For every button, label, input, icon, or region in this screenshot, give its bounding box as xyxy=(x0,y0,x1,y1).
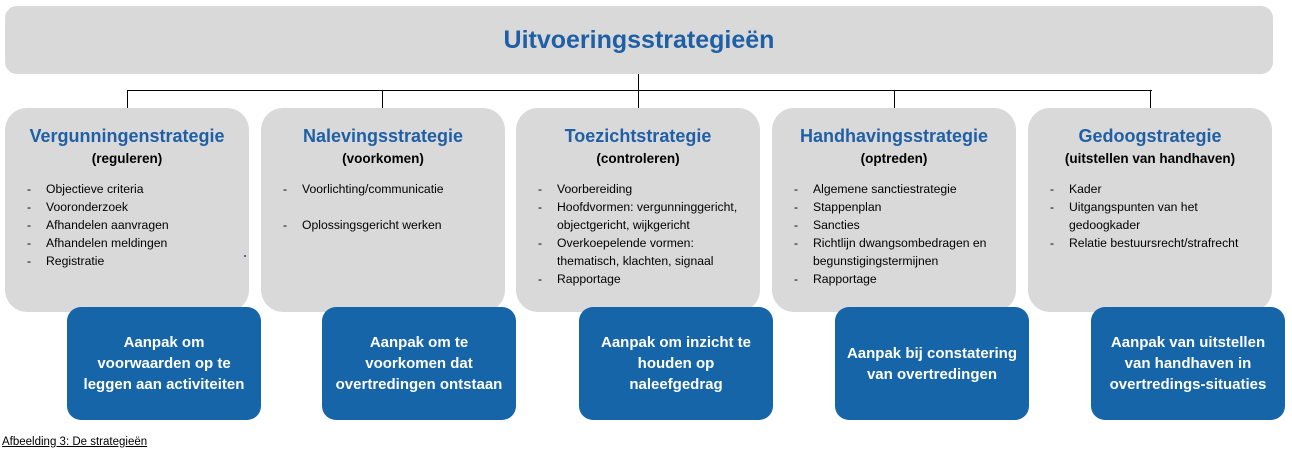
figure-caption: Afbeelding 3: De strategieën xyxy=(2,436,148,448)
list-item: - Voorbereiding xyxy=(538,180,752,198)
list-item: - Relatie bestuursrecht/strafrecht xyxy=(1050,234,1264,252)
main-title-box xyxy=(5,6,1273,74)
approach-box-handhaving: Aanpak bij constatering van overtredingen xyxy=(835,307,1029,420)
list-item: - Rapportage xyxy=(538,270,752,288)
list-item: - Richtlijn dwangsombedragen en begunstigingstermijnen xyxy=(794,234,1008,270)
list-item: - Afhandelen meldingen xyxy=(27,234,241,252)
list-item: - Uitgangspunten van het gedoogkader xyxy=(1050,198,1264,234)
strategy-card-gedoog xyxy=(1028,108,1272,312)
strategy-items xyxy=(27,180,241,270)
strategy-card-handhaving xyxy=(772,108,1016,312)
list-item: - Registratie xyxy=(27,252,241,270)
connector-horizontal xyxy=(127,90,1152,91)
strategy-title: Handhavingsstrategie xyxy=(799,126,989,146)
list-item: - Vooronderzoek xyxy=(27,198,241,216)
connector-4 xyxy=(894,90,895,108)
strategy-items xyxy=(538,180,752,288)
list-item: - Rapportage xyxy=(794,270,1008,288)
list-item: - Afhandelen aanvragen xyxy=(27,216,241,234)
main-title: Uitvoeringsstrategieën xyxy=(503,25,775,54)
approach-box-vergunningen: Aanpak om voorwaarden op te leggen aan activiteiten xyxy=(67,307,261,420)
strategy-subtitle: (voorkomen) xyxy=(342,151,424,166)
strategy-items xyxy=(283,180,497,234)
approach-box-naleving: Aanpak om te voorkomen dat overtredingen ontstaan xyxy=(322,307,516,420)
strategy-card-naleving xyxy=(261,108,505,312)
list-item: - Kader xyxy=(1050,180,1264,198)
approach-box-toezicht: Aanpak om inzicht te houden op naleefgedrag xyxy=(579,307,773,420)
connector-3 xyxy=(638,90,639,108)
stray-dot xyxy=(244,255,246,257)
strategy-title: Toezichtstrategie xyxy=(564,126,712,146)
connector-1 xyxy=(127,90,128,108)
list-item: - Stappenplan xyxy=(794,198,1008,216)
strategy-title: Vergunningenstrategie xyxy=(29,126,225,146)
list-item: - Algemene sanctiestrategie xyxy=(794,180,1008,198)
list-item: - Objectieve criteria xyxy=(27,180,241,198)
list-item: - Oplossingsgericht werken xyxy=(283,216,497,234)
connector-2 xyxy=(382,90,383,108)
approach-box-gedoog: Aanpak van uitstellen van handhaven in overtredings-situaties xyxy=(1091,307,1285,420)
strategy-items xyxy=(794,180,1008,288)
strategy-card-vergunningen xyxy=(5,108,249,312)
strategy-items xyxy=(1050,180,1264,252)
strategy-card-toezicht xyxy=(516,108,760,312)
list-item: - Voorlichting/communicatie xyxy=(283,180,497,198)
strategy-title: Gedoogstrategie xyxy=(1078,126,1222,146)
list-item: - Sancties xyxy=(794,216,1008,234)
strategy-subtitle: (optreden) xyxy=(860,151,928,166)
strategy-subtitle: (uitstellen van handhaven) xyxy=(1064,151,1236,166)
list-item: - Overkoepelende vormen: thematisch, klachten, signaal xyxy=(538,234,752,270)
connector-vertical-main xyxy=(638,74,639,91)
connector-5 xyxy=(1150,90,1151,108)
strategy-subtitle: (reguleren) xyxy=(91,151,163,166)
list-item: - Hoofdvormen: vergunninggericht, objectgericht, wijkgericht xyxy=(538,198,752,234)
strategy-title: Nalevingsstrategie xyxy=(302,126,464,146)
strategy-subtitle: (controleren) xyxy=(596,151,680,166)
